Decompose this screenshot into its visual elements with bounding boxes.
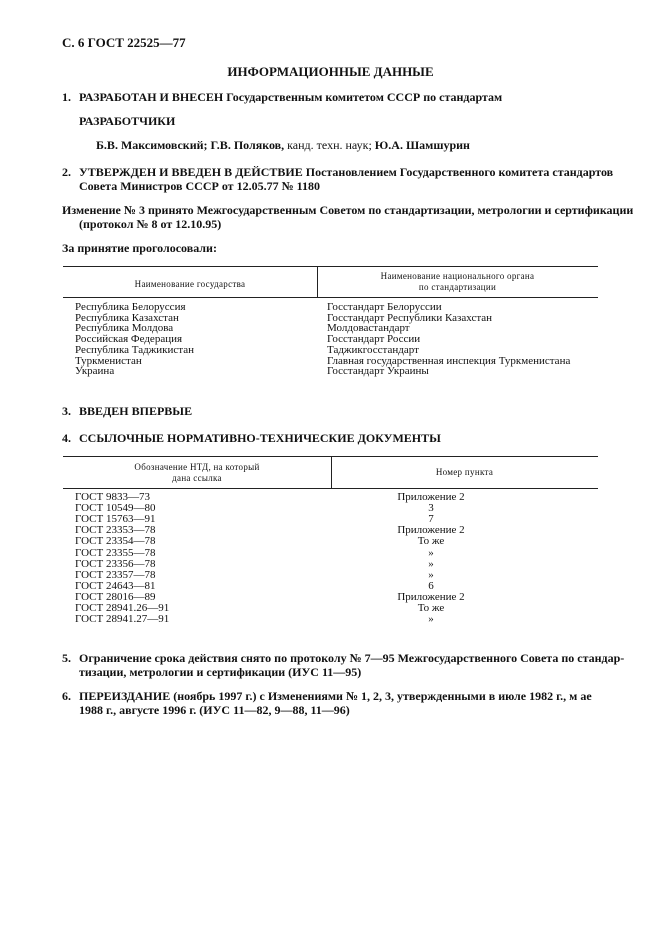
- table1-header-rule: [63, 297, 598, 298]
- table1-state-cell: Украина: [75, 365, 115, 378]
- page-header: С. 6 ГОСТ 22525—77: [62, 35, 186, 50]
- item3-number: 3.: [62, 404, 71, 418]
- developers-degree: канд. техн. наук;: [287, 138, 372, 152]
- table1-body-cell: Таджикгосстандарт: [327, 343, 419, 356]
- item4-number: 4.: [62, 431, 71, 445]
- table1-state-cell: Республика Белоруссия: [75, 301, 186, 313]
- table1-body-cell: Главная государственная инспекция Туркменистана: [327, 354, 571, 367]
- page-title: ИНФОРМАЦИОННЫЕ ДАННЫЕ: [227, 64, 434, 79]
- table2-header-rule: [63, 488, 598, 489]
- amendment-line2: (протокол № 8 от 12.10.95): [79, 217, 222, 231]
- table2-item-cell: Приложение 2: [397, 590, 465, 603]
- item6-number: 6.: [62, 689, 71, 703]
- table1-state-cell: Республика Молдова: [75, 322, 174, 335]
- table2-item-cell: 7: [428, 513, 434, 526]
- table1-body-cell: Госстандарт Республики Казахстан: [327, 311, 493, 324]
- item1-text: РАЗРАБОТАН И ВНЕСЕН Государственным комитетом СССР по стандартам: [79, 90, 503, 104]
- developers-heading: РАЗРАБОТЧИКИ: [79, 114, 176, 128]
- developers-names: Б.В. Максимовский; Г.В. Поляков,: [96, 138, 285, 152]
- table2-doc-cell: ГОСТ 15763—91: [75, 513, 156, 526]
- table2-item-cell: То же: [417, 602, 445, 614]
- developers-name-last: Ю.А. Шамшурин: [374, 138, 470, 152]
- table2-item-cell: 6: [428, 579, 434, 592]
- table2-item-cell: »: [428, 568, 434, 581]
- table1-body-cell: Молдовастандарт: [327, 322, 410, 335]
- developers-line: [96, 138, 470, 152]
- item4-text: ССЫЛОЧНЫЕ НОРМАТИВНО-ТЕХНИЧЕСКИЕ ДОКУМЕНТЫ: [79, 431, 441, 445]
- item5-line2: тизации, метрологии и сертификации (ИУС 11—95): [79, 665, 362, 679]
- table1-top-rule: [63, 266, 598, 267]
- table2-doc-cell: ГОСТ 28941.27—91: [75, 613, 170, 626]
- item2-line1: УТВЕРЖДЕН И ВВЕДЕН В ДЕЙСТВИЕ Постановлением Государственного комитета стандартов: [79, 165, 614, 179]
- voted-heading: За принятие проголосовали:: [62, 241, 217, 255]
- table2-doc-cell: ГОСТ 28941.26—91: [75, 602, 170, 614]
- table1-state-cell: Республика Таджикистан: [75, 343, 194, 356]
- table1-header-body-line2: по стандартизации: [418, 282, 497, 292]
- table2-doc-cell: ГОСТ 28016—89: [75, 590, 156, 603]
- item2-number: 2.: [62, 165, 71, 179]
- amendment-line1: Изменение № 3 принято Межгосударственным Советом по стандартизации, метрологии и сертификации: [62, 203, 634, 217]
- table2-doc-cell: ГОСТ 23355—78: [75, 546, 156, 559]
- table2-doc-cell: ГОСТ 9833—73: [75, 491, 150, 503]
- table1-header-state: Наименование государства: [134, 279, 246, 289]
- item6-line2: 1988 г., августе 1996 г. (ИУС 11—82, 9—88, 11—96): [79, 703, 350, 717]
- table2-item-cell: Приложение 2: [397, 491, 465, 503]
- table2-doc-cell: ГОСТ 23354—78: [75, 535, 156, 548]
- table1-state-cell: Российская Федерация: [75, 333, 183, 346]
- table2-header-doc-line2: дана ссылка: [172, 473, 222, 483]
- item5-number: 5.: [62, 651, 71, 665]
- table2-header-item: Номер пункта: [435, 467, 494, 477]
- table1-body-cell: Госстандарт Белоруссии: [327, 301, 442, 313]
- table2-item-cell: »: [428, 546, 434, 559]
- table1-body-cell: Госстандарт России: [327, 333, 421, 346]
- table2-doc-cell: ГОСТ 23353—78: [75, 524, 156, 537]
- item3-text: ВВЕДЕН ВПЕРВЫЕ: [79, 404, 193, 418]
- table2-doc-cell: ГОСТ 23357—78: [75, 568, 156, 581]
- table1-header-body-line1: Наименование национального органа: [380, 271, 535, 281]
- table2-item-cell: Приложение 2: [397, 524, 465, 537]
- item5-line1: Ограничение срока действия снято по протоколу № 7—95 Межгосударственного Совета по стандар-: [79, 651, 625, 665]
- table1-body-cell: Госстандарт Украины: [327, 365, 429, 378]
- table2-item-cell: 3: [428, 502, 434, 515]
- table2-doc-cell: ГОСТ 23356—78: [75, 557, 156, 570]
- table2-header-doc-line1: Обозначение НТД, на который: [134, 462, 260, 472]
- table2-doc-cell: ГОСТ 24643—81: [75, 579, 156, 592]
- table2-item-cell: »: [428, 613, 434, 626]
- item2-line2: Совета Министров СССР от 12.05.77 № 1180: [79, 179, 320, 193]
- table2-doc-cell: ГОСТ 10549—80: [75, 502, 156, 515]
- table2-item-cell: То же: [417, 535, 445, 548]
- table2-item-cell: »: [428, 557, 434, 570]
- item1-number: 1.: [62, 90, 71, 104]
- table1-state-cell: Туркменистан: [75, 354, 142, 367]
- table1-state-cell: Республика Казахстан: [75, 311, 179, 324]
- item6-line1: ПЕРЕИЗДАНИЕ (ноябрь 1997 г.) с Изменениями № 1, 2, 3, утвержденными в июле 1982 г., м ае: [79, 689, 592, 703]
